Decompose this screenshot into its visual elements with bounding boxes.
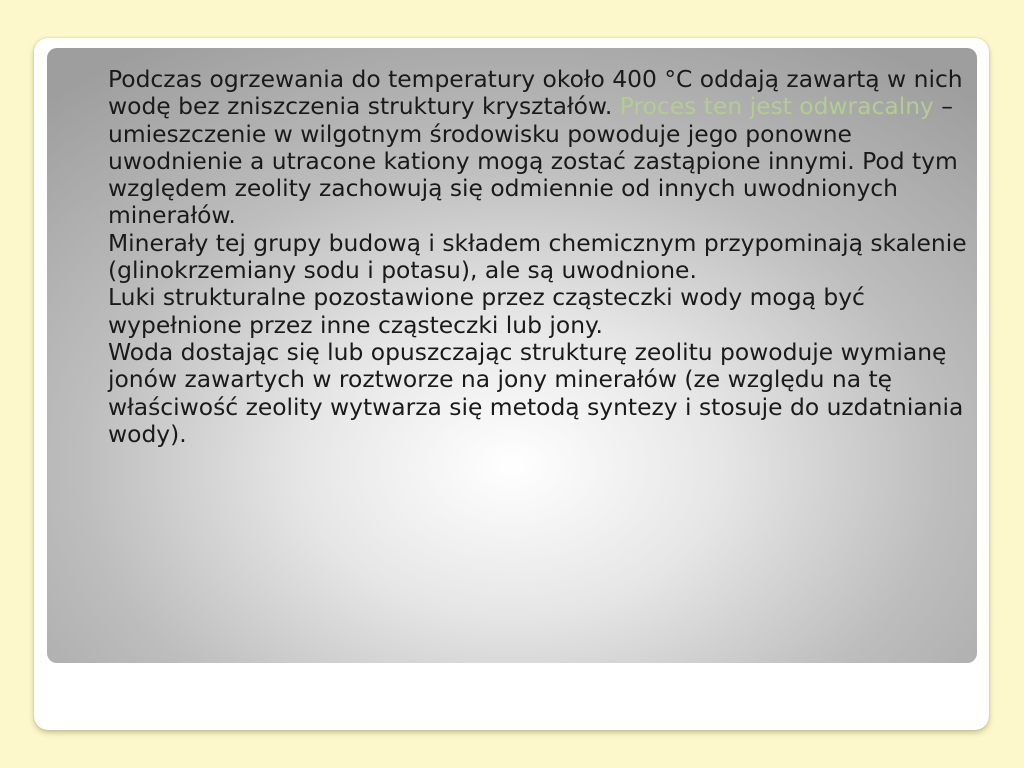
reversible-process-highlight: Proces ten jest odwracalny (619, 92, 934, 121)
paragraph-heating-intro: Podczas ogrzewania do temperatury około 400 °C oddają zawartą w nich wodę bez zniszczenia struktury kryształów. (108, 65, 963, 121)
paragraph-heating-rest: – umieszczenie w wilgotnym środowisku powoduje jego ponowne uwodnienie a utracone kationy mogą zostać zastąpione innymi. Pod tym względem zeolity zachowują się odmiennie od innych uwodnionych minerałów. (108, 92, 958, 230)
paragraph-structural-gaps: Luki strukturalne pozostawione przez cząsteczki wody mogą być wypełnione przez inne cząsteczki lub jony. (108, 283, 865, 339)
paragraph-ion-exchange: Woda dostając się lub opuszczając strukturę zeolitu powoduje wymianę jonów zawartych w roztworze na jony minerałów (ze względu na tę właściwość zeolity wytwarza się metodą syntezy i stosuje do uzdatniania wody). (108, 337, 964, 448)
slide-body-text (108, 66, 970, 448)
paragraph-heating (108, 66, 970, 230)
paragraph-composition: Minerały tej grupy budową i składem chemicznym przypominają skalenie (glinokrzemiany sodu i potasu), ale są uwodnione. (108, 228, 967, 285)
